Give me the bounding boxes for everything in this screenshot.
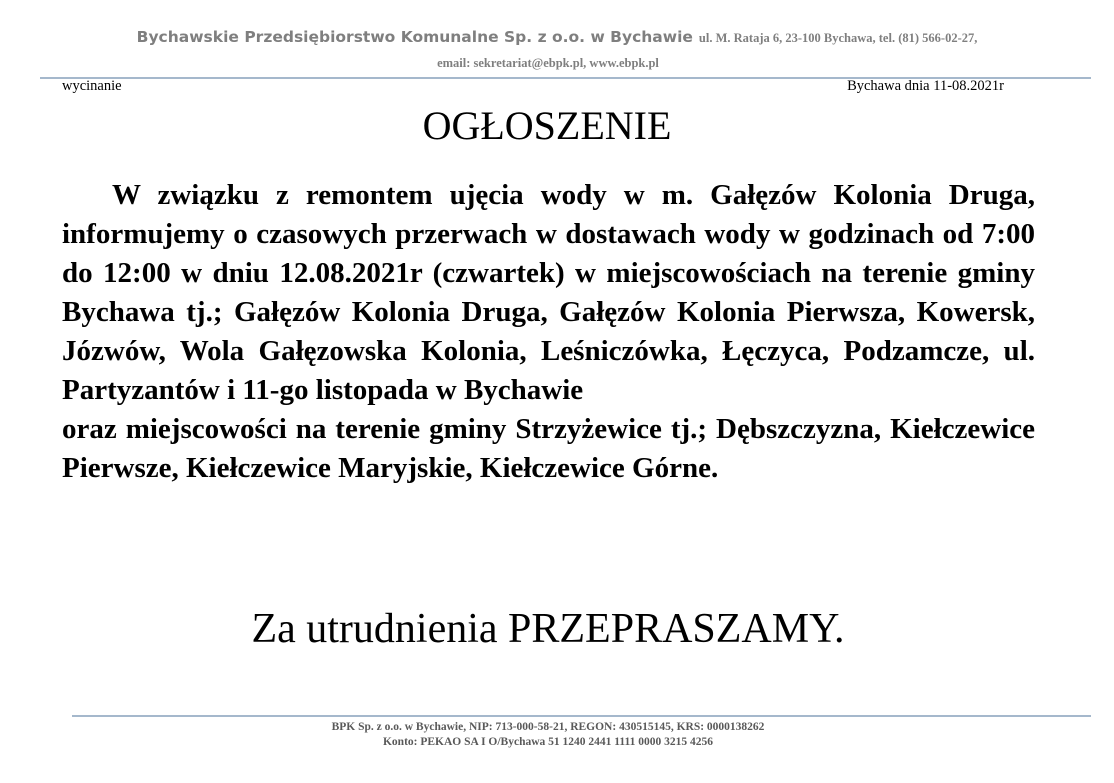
document-category: wycinanie [62, 78, 122, 94]
company-address: ul. M. Rataja 6, 23-100 Bychawa, tel. (81) 566-02-27, [698, 31, 978, 45]
footer-divider [72, 715, 1091, 717]
letterhead-top-line [0, 28, 1114, 47]
announcement-paragraph-1: W związku z remontem ujęcia wody w m. Gałęzów Kolonia Druga, informujemy o czasowych przerwach w dostawach wody w godzinach od 7:00 do 12:00 w dniu 12.08.2021r (czwartek) w miejscowościach na terenie gminy Bychawa tj.; Gałęzów Kolonia Druga, Gałęzów Kolonia Pierwsza, Kowersk, Józwów, Wola Gałęzowska Kolonia, Leśniczówka, Łęczyca, Podzamcze, ul. Partyzantów i 11-go listopada w Bychawie [62, 179, 1035, 406]
announcement-title: OGŁOSZENIE [422, 103, 672, 148]
company-contact: email: sekretariat@ebpk.pl, www.ebpk.pl [437, 56, 659, 70]
apology-text: Za utrudnienia PRZEPRASZAMY. [251, 606, 845, 652]
announcement-body [62, 176, 1035, 488]
announcement-paragraph-2: oraz miejscowości na terenie gminy Strzyżewice tj.; Dębszczyzna, Kiełczewice Pierwsze, Kiełczewice Maryjskie, Kiełczewice Górne. [62, 413, 1035, 484]
company-name: Bychawskie Przedsiębiorstwo Komunalne Sp. z o.o. w Bychawie [136, 28, 693, 46]
footer-bank-account: Konto: PEKAO SA I O/Bychawa 51 1240 2441 1111 0000 3215 4256 [382, 736, 714, 748]
document-date: Bychawa dnia 11-08.2021r [847, 78, 1004, 94]
footer-registration: BPK Sp. z o.o. w Bychawie, NIP: 713-000-58-21, REGON: 430515145, KRS: 0000138262 [331, 721, 765, 733]
